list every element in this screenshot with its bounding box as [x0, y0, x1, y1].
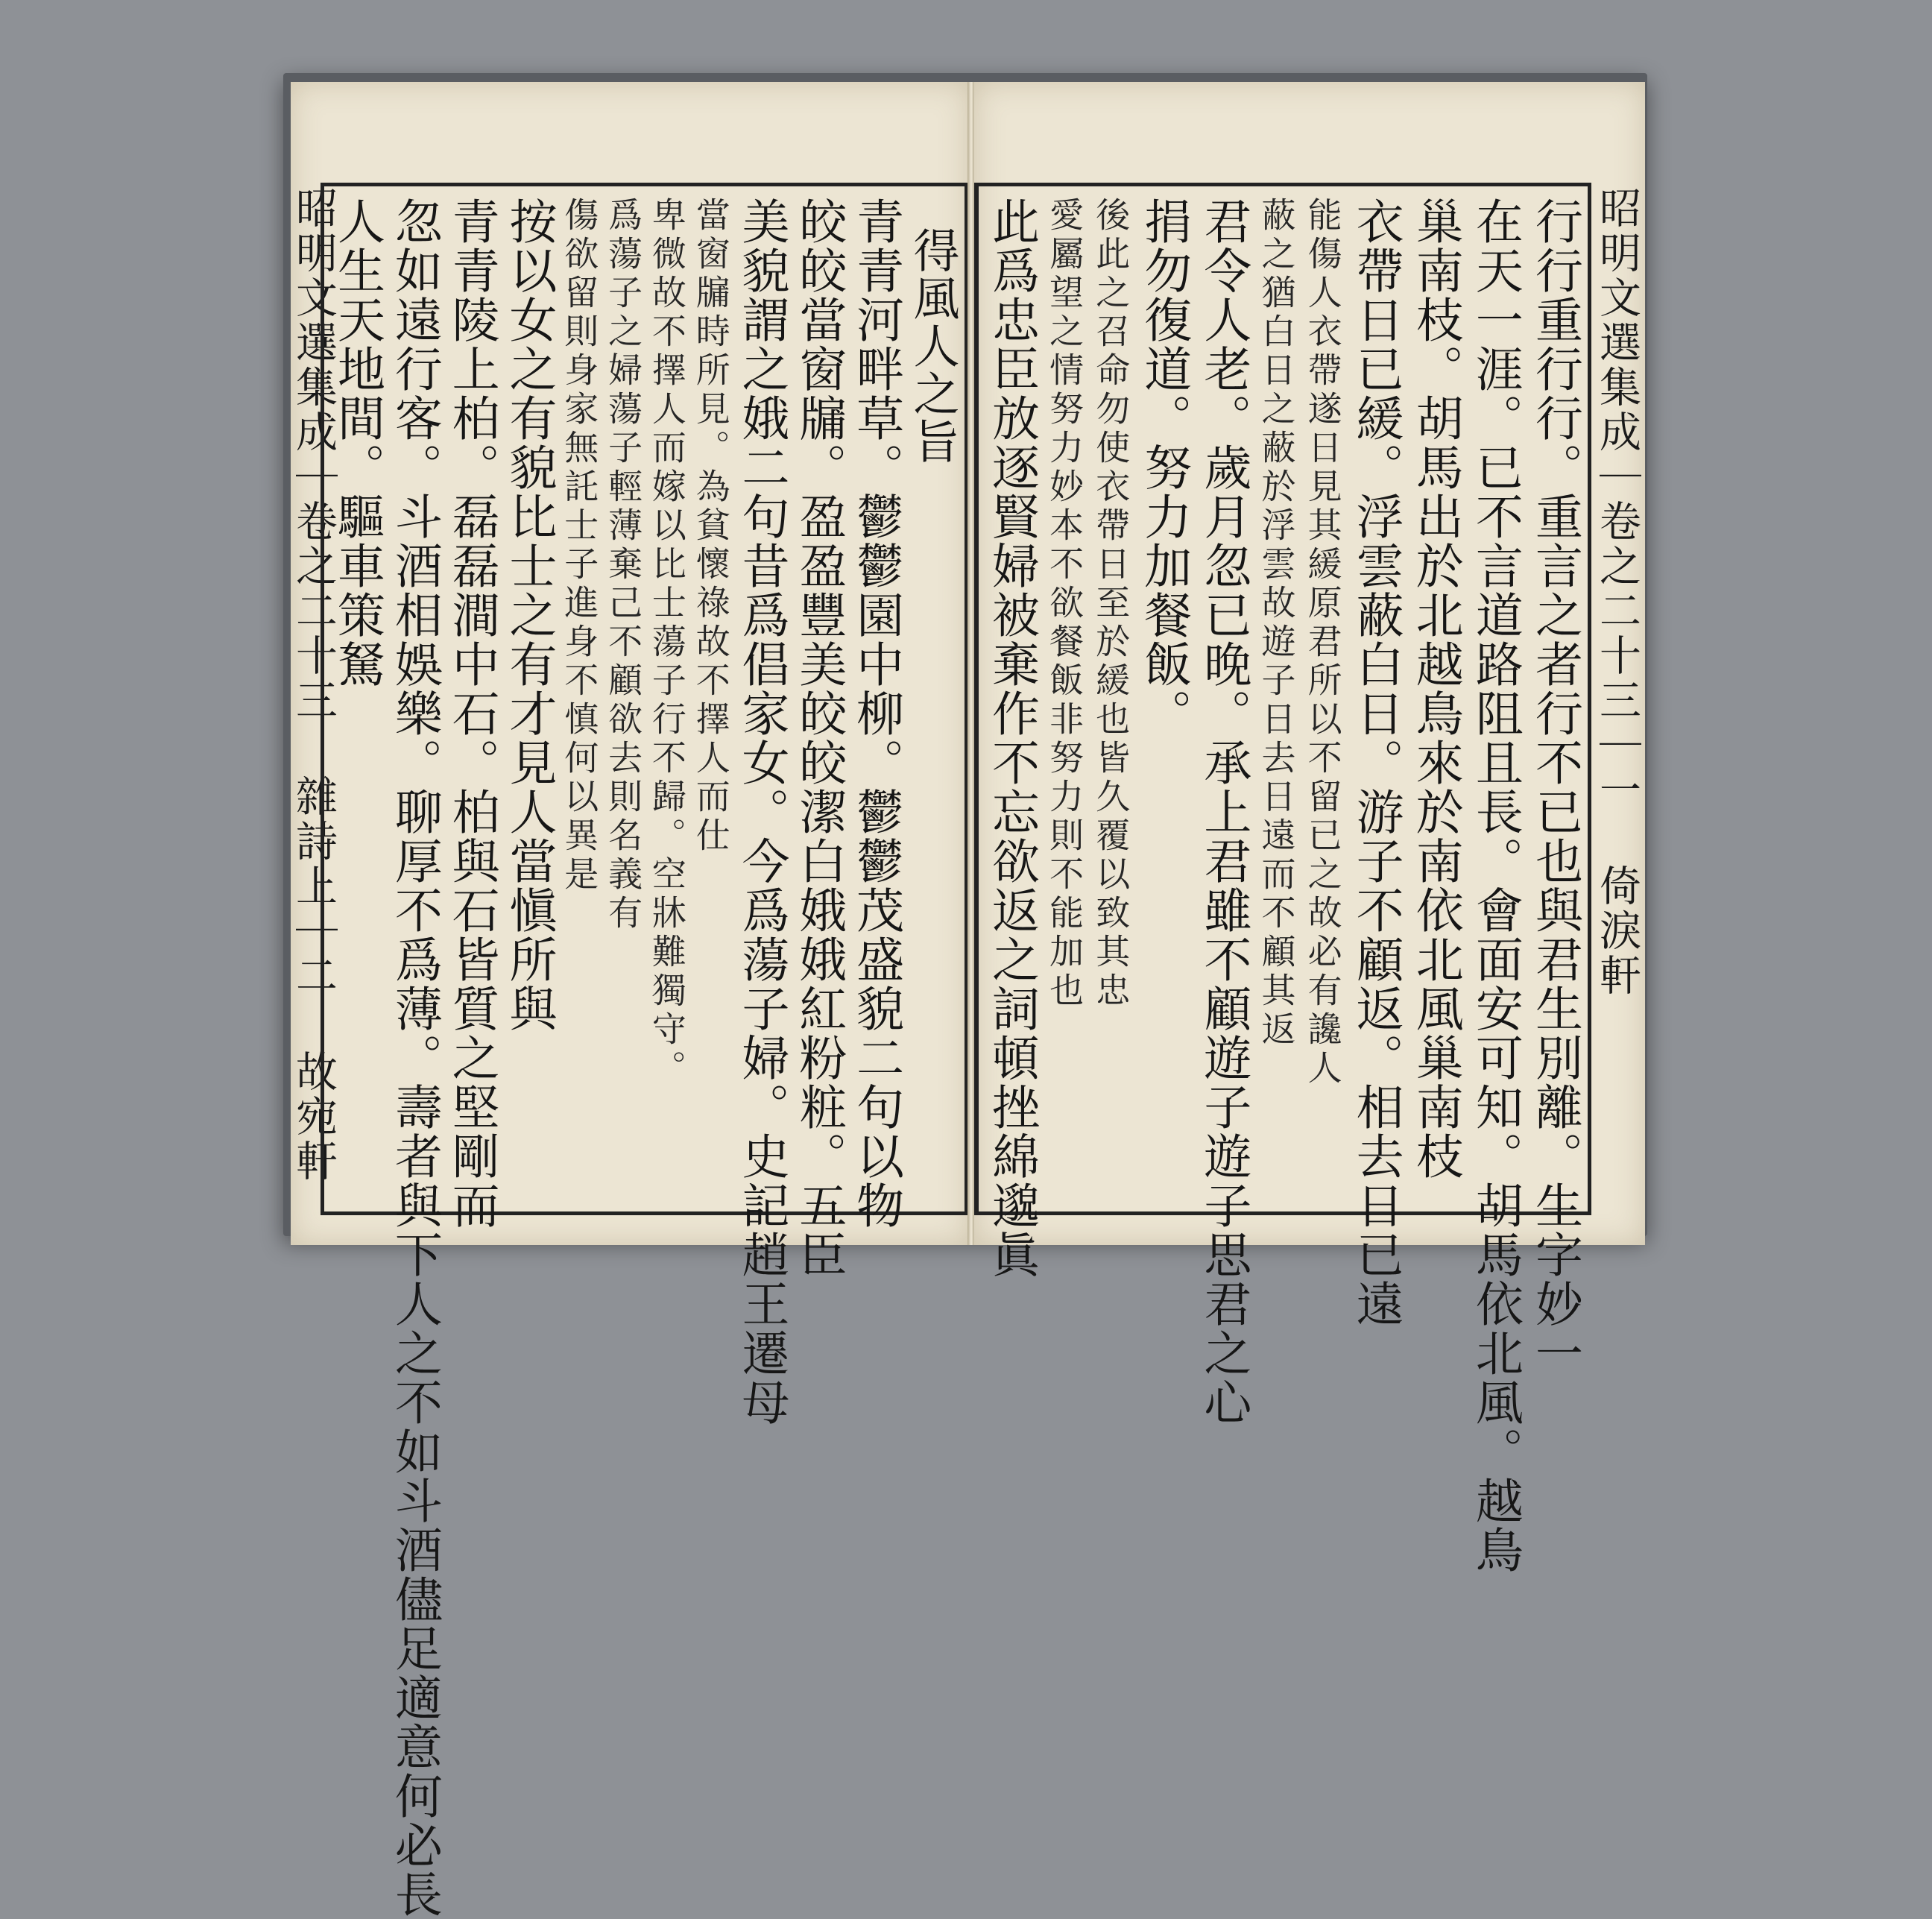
- right-columns: [984, 197, 1582, 1575]
- left-column-5: 當窗牖時所見。為貧懷祿故不擇人而仕: [690, 197, 731, 856]
- right-column-4: 衣帶日已緩。浮雲蔽白日。游子不顧返。相去日已遠: [1348, 197, 1404, 1329]
- right-column-10: 愛屬望之情努力妙本不欲餐飯非努力則不能加也: [1044, 197, 1085, 1011]
- right-column-8: 捐勿復道。努力加餐飯。: [1136, 197, 1192, 738]
- right-column-5: 能傷人衣帶遂日見其緩原君所以不留已之故必有讒人: [1302, 197, 1343, 1088]
- right-column-6: 蔽之猶白日之蔽於浮雲故遊子日去日遠而不顧其返: [1256, 197, 1297, 1050]
- right-column-9: 後此之召命勿使衣帶日至於緩也皆久覆以致其忠: [1090, 197, 1131, 1011]
- right-text-frame: [974, 183, 1591, 1575]
- left-page: [289, 82, 970, 1919]
- left-column-11: 忽如遠行客。斗酒相娛樂。聊厚不爲薄。壽者與下人之不如斗酒儘足適意何必長: [386, 197, 442, 1919]
- left-text-frame: [321, 183, 969, 1919]
- right-column-3: 巢南枝。胡馬出於北越鳥來於南依北風巢南枝: [1407, 197, 1463, 1181]
- right-column-1: 行行重行行。重言之者行不已也與君生別離。生字妙一: [1527, 197, 1582, 1378]
- left-columns: [329, 197, 960, 1919]
- left-column-2: 青青河畔草。鬱鬱園中柳。鬱鬱茂盛貌二句以物: [848, 197, 904, 1230]
- left-top-margin: [291, 82, 969, 179]
- left-column-9: 按以女之有貌比士之有才見人當愼所與: [501, 197, 557, 1033]
- right-top-margin: [974, 82, 1645, 179]
- left-column-8: 傷欲留則身家無託士子進身不慎何以異是: [559, 197, 600, 895]
- right-column-2: 在天一涯。已不言道路阻且長。會面安可知。胡馬依北風。越鳥: [1467, 197, 1523, 1575]
- left-column-1: 得風人之旨: [905, 227, 960, 465]
- right-page: [973, 82, 1645, 1575]
- left-column-3: 皎皎當窗牖。盈盈豐美皎皎潔白娥娥紅粉粧。五臣: [791, 197, 847, 1279]
- right-page-banner: 昭明文選集成｜卷之二十三｜一 倚淚軒: [1593, 186, 1641, 998]
- left-column-10: 青青陵上柏。磊磊澗中石。柏與石皆質之堅剛而: [443, 197, 499, 1230]
- right-column-7: 君令人老。歲月忽已晚。承上君雖不顧遊子遊子思君之心: [1196, 197, 1251, 1427]
- right-column-11: 此爲忠臣放逐賢婦被棄作不忘欲返之詞頓挫綿邈眞: [984, 197, 1039, 1279]
- left-column-4: 美貌謂之娥二句昔爲倡家女。今爲蕩子婦。史記趙王遷母: [733, 197, 789, 1427]
- left-column-6: 卑微故不擇人而嫁以比士蕩子行不歸。空牀難獨守。: [646, 197, 687, 1088]
- left-column-7: 爲蕩子之婦蕩子輕薄棄己不顧欲去則名義有: [603, 197, 644, 933]
- left-page-banner: 昭明文選集成｜卷之二十三 雜詩上｜二 故宛軒: [289, 186, 338, 1184]
- left-column-12: 人生天地間。驅車策駑: [329, 197, 385, 689]
